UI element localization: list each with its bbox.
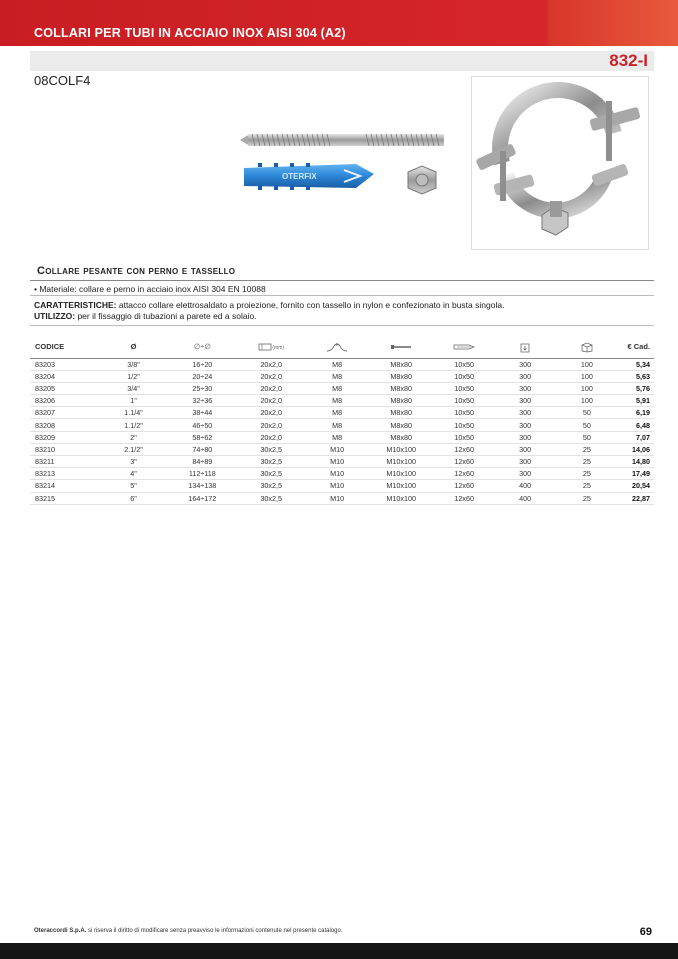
table-cell: 3" xyxy=(99,456,168,468)
table-cell: M8 xyxy=(306,382,369,394)
table-cell: 83203 xyxy=(30,358,99,370)
table-cell: 10x50 xyxy=(434,370,495,382)
table-cell: M8x80 xyxy=(369,382,434,394)
col-header-range xyxy=(168,336,237,358)
table-cell: 83210 xyxy=(30,443,99,455)
table-cell: M8 xyxy=(306,407,369,419)
col-header-thread xyxy=(306,336,369,358)
table-cell: 20x2,0 xyxy=(237,431,306,443)
product-title: Collare pesante con perno e tassello xyxy=(37,265,236,277)
footer-company: Oteraccordi S.p.A. xyxy=(34,928,87,934)
table-cell: 32÷36 xyxy=(168,395,237,407)
col-header-box xyxy=(556,336,619,358)
table-cell: 1.1/4" xyxy=(99,407,168,419)
table-cell: 10x50 xyxy=(434,407,495,419)
material-divider xyxy=(30,295,654,296)
material-spec: • Materiale: collare e perno in acciaio inox AISI 304 EN 10088 xyxy=(34,284,266,294)
table-cell: 25 xyxy=(556,468,619,480)
anchor-brand-label: OTERFIX xyxy=(282,172,317,181)
table-cell: 1/2" xyxy=(99,370,168,382)
table-cell: 100 xyxy=(556,382,619,394)
usage-label: UTILIZZO: xyxy=(34,311,76,321)
table-cell: M10x100 xyxy=(369,480,434,492)
table-cell: 3/4" xyxy=(99,382,168,394)
table-cell: 300 xyxy=(495,407,556,419)
table-cell: M8 xyxy=(306,395,369,407)
table-cell: 20÷24 xyxy=(168,370,237,382)
table-cell: 2.1/2" xyxy=(99,443,168,455)
table-cell: 30x2,5 xyxy=(237,492,306,504)
table-cell: 134÷138 xyxy=(168,480,237,492)
table-cell: M10x100 xyxy=(369,443,434,455)
table-row xyxy=(30,395,654,407)
table-cell: M10 xyxy=(306,456,369,468)
col-header-pack xyxy=(495,336,556,358)
table-cell: 46÷50 xyxy=(168,419,237,431)
table-cell: 30x2,5 xyxy=(237,456,306,468)
table-cell: 25 xyxy=(556,456,619,468)
table-row xyxy=(30,492,654,504)
page-number: 69 xyxy=(639,926,652,938)
table-cell: M10 xyxy=(306,492,369,504)
table-cell: 7,07 xyxy=(618,431,654,443)
table-cell: M10x100 xyxy=(369,468,434,480)
band-unit: (mm) xyxy=(272,344,285,351)
table-cell: 20x2,0 xyxy=(237,370,306,382)
table-cell: M8x80 xyxy=(369,370,434,382)
usage-line xyxy=(34,311,257,321)
table-cell: 12x60 xyxy=(434,468,495,480)
table-cell: 10x50 xyxy=(434,382,495,394)
table-cell: 164÷172 xyxy=(168,492,237,504)
table-cell: M8 xyxy=(306,370,369,382)
table-cell: 25 xyxy=(556,492,619,504)
table-cell: 12x60 xyxy=(434,480,495,492)
table-row xyxy=(30,407,654,419)
table-cell: 83205 xyxy=(30,382,99,394)
col-header-screw xyxy=(369,336,434,358)
table-body xyxy=(30,358,654,504)
table-cell: 6,48 xyxy=(618,419,654,431)
table-cell: M8x80 xyxy=(369,419,434,431)
table-cell: M8 xyxy=(306,431,369,443)
table-cell: 20x2,0 xyxy=(237,358,306,370)
table-cell: 38÷44 xyxy=(168,407,237,419)
bottom-bar xyxy=(0,943,678,959)
table-cell: 20,54 xyxy=(618,480,654,492)
table-cell: 5,76 xyxy=(618,382,654,394)
table-cell: 1" xyxy=(99,395,168,407)
table-cell: 25 xyxy=(556,480,619,492)
table-cell: 50 xyxy=(556,407,619,419)
article-code: 08COLF4 xyxy=(34,73,91,88)
usage-text: per il fissaggio di tubazioni a parete ed a solaio. xyxy=(77,311,257,321)
box-icon xyxy=(580,341,594,353)
table-cell: M8 xyxy=(306,419,369,431)
table-cell: 12x60 xyxy=(434,443,495,455)
table-cell: 14,80 xyxy=(618,456,654,468)
table-cell: 83209 xyxy=(30,431,99,443)
table-cell: 20x2,0 xyxy=(237,395,306,407)
table-cell: 300 xyxy=(495,468,556,480)
table-row xyxy=(30,419,654,431)
features-text: attacco collare elettrosaldato a proiezione, fornito con tassello in nylon e confezionato in busta singola. xyxy=(118,300,505,310)
table-header-row xyxy=(30,336,654,358)
pipe-collar-photo xyxy=(472,77,648,249)
table-cell: 83214 xyxy=(30,480,99,492)
footer-disclaimer-text: si riserva il diritto di modificare senza preavviso le informazioni contenute nel presente catalogo. xyxy=(88,928,343,934)
table-cell: 83208 xyxy=(30,419,99,431)
table-cell: 10x50 xyxy=(434,431,495,443)
table-row xyxy=(30,456,654,468)
page-title: COLLARI PER TUBI IN ACCIAIO INOX AISI 304 (A2) xyxy=(34,26,346,40)
table-cell: 20x2,0 xyxy=(237,419,306,431)
table-cell: 100 xyxy=(556,370,619,382)
header-accent xyxy=(548,0,678,46)
table-cell: 84÷89 xyxy=(168,456,237,468)
table-cell: M8x80 xyxy=(369,358,434,370)
hex-nut xyxy=(408,166,436,194)
table-cell: 12x60 xyxy=(434,492,495,504)
table-cell: M10 xyxy=(306,468,369,480)
table-row xyxy=(30,431,654,443)
col-header-diameter: Ø xyxy=(99,336,168,358)
product-table xyxy=(30,336,654,505)
table-cell: 25÷30 xyxy=(168,382,237,394)
screw-anchor-nut-photo xyxy=(236,122,450,212)
table-row xyxy=(30,443,654,455)
screw-icon xyxy=(390,344,412,350)
table-cell: 5,34 xyxy=(618,358,654,370)
table-cell: 6" xyxy=(99,492,168,504)
col-header-price: € Cad. xyxy=(618,336,654,358)
table-cell: 16÷20 xyxy=(168,358,237,370)
col-header-band xyxy=(237,336,306,358)
table-cell: 10x50 xyxy=(434,395,495,407)
table-cell: 30x2,5 xyxy=(237,468,306,480)
table-cell: 3/8" xyxy=(99,358,168,370)
table-cell: 300 xyxy=(495,358,556,370)
product-code: 832-I xyxy=(609,51,648,70)
table-cell: 50 xyxy=(556,419,619,431)
table-cell: 300 xyxy=(495,419,556,431)
table-cell: 30x2,5 xyxy=(237,443,306,455)
table-cell: 83215 xyxy=(30,492,99,504)
table-cell: 17,49 xyxy=(618,468,654,480)
table-cell: M10 xyxy=(306,443,369,455)
table-cell: 5" xyxy=(99,480,168,492)
thread-icon xyxy=(326,342,348,352)
col-header-code: CODICE xyxy=(30,336,99,358)
table-cell: M8 xyxy=(306,358,369,370)
table-cell: 300 xyxy=(495,431,556,443)
table-cell: 100 xyxy=(556,395,619,407)
table-cell: M10 xyxy=(306,480,369,492)
table-cell: 22,87 xyxy=(618,492,654,504)
table-cell: M10x100 xyxy=(369,456,434,468)
table-cell: 5,91 xyxy=(618,395,654,407)
title-divider xyxy=(30,280,654,281)
table-row xyxy=(30,370,654,382)
table-cell: 83207 xyxy=(30,407,99,419)
table-cell: 83213 xyxy=(30,468,99,480)
col-header-anchor xyxy=(434,336,495,358)
table-cell: M8x80 xyxy=(369,395,434,407)
table-cell: 74÷80 xyxy=(168,443,237,455)
table-cell: 50 xyxy=(556,431,619,443)
table-cell: 300 xyxy=(495,456,556,468)
packaging-icon xyxy=(519,341,531,353)
collar-photo-frame xyxy=(471,76,649,250)
table-cell: M8x80 xyxy=(369,407,434,419)
product-code-band xyxy=(30,51,654,71)
table-cell: 100 xyxy=(556,358,619,370)
table-cell: 1.1/2" xyxy=(99,419,168,431)
table-cell: 83206 xyxy=(30,395,99,407)
table-cell: 300 xyxy=(495,370,556,382)
table-cell: 5,63 xyxy=(618,370,654,382)
table-cell: 58÷62 xyxy=(168,431,237,443)
table-cell: 30x2,5 xyxy=(237,480,306,492)
footer-disclaimer xyxy=(34,928,343,934)
features-label: CARATTERISTICHE: xyxy=(34,300,117,310)
table-row xyxy=(30,382,654,394)
table-cell: 12x60 xyxy=(434,456,495,468)
table-cell: 20x2,0 xyxy=(237,382,306,394)
range-diameter-icon: ∅÷∅ xyxy=(193,342,211,352)
table-cell: 112÷118 xyxy=(168,468,237,480)
table-row xyxy=(30,358,654,370)
anchor-icon xyxy=(453,343,475,351)
table-cell: 400 xyxy=(495,480,556,492)
table-cell: 83204 xyxy=(30,370,99,382)
band-size-icon xyxy=(258,342,272,352)
table-cell: 300 xyxy=(495,382,556,394)
table-cell: 25 xyxy=(556,443,619,455)
table-cell: 300 xyxy=(495,395,556,407)
table-row xyxy=(30,468,654,480)
table-cell: 10x50 xyxy=(434,419,495,431)
features-divider xyxy=(30,325,654,326)
table-cell: 300 xyxy=(495,443,556,455)
table-cell: M8x80 xyxy=(369,431,434,443)
table-cell: 14,06 xyxy=(618,443,654,455)
table-cell: 83211 xyxy=(30,456,99,468)
table-cell: 400 xyxy=(495,492,556,504)
features-line xyxy=(34,300,504,310)
table-cell: 6,19 xyxy=(618,407,654,419)
table-cell: 2" xyxy=(99,431,168,443)
table-cell: M10x100 xyxy=(369,492,434,504)
table-row xyxy=(30,480,654,492)
threaded-stud xyxy=(240,134,444,146)
table-cell: 20x2,0 xyxy=(237,407,306,419)
table-cell: 4" xyxy=(99,468,168,480)
table-cell: 10x50 xyxy=(434,358,495,370)
